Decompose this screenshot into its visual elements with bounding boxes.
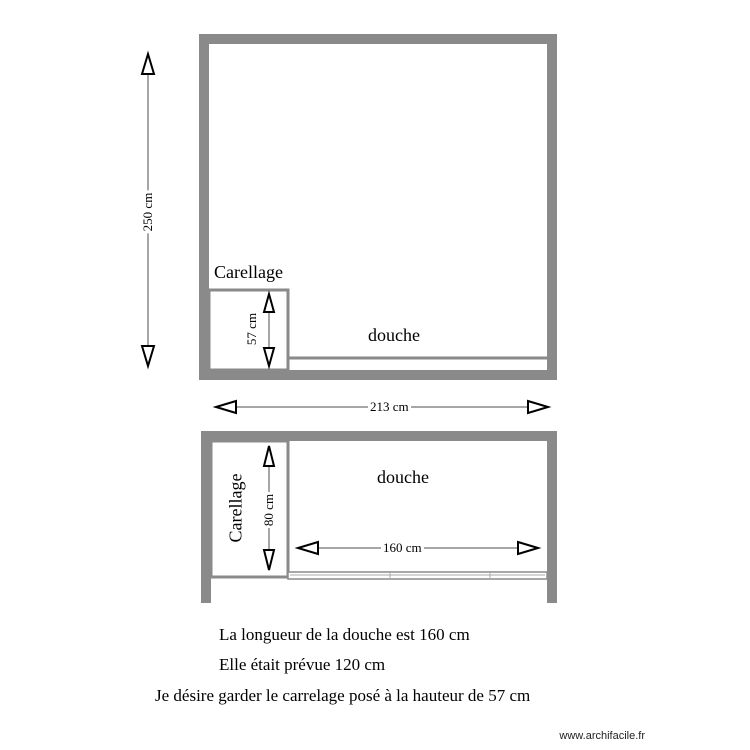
dim-213-arrow-right	[528, 401, 548, 413]
top-douche-label: douche	[368, 325, 420, 345]
dim-160-arrow-right	[518, 542, 538, 554]
dim-250-arrow-bottom	[142, 346, 154, 366]
dim-160-arrow-left	[298, 542, 318, 554]
note-line-2: Elle était prévue 120 cm	[219, 655, 386, 674]
bottom-wall-right	[547, 431, 557, 603]
top-plan	[142, 34, 557, 413]
watermark: www.archifacile.fr	[559, 730, 645, 742]
top-wall-right	[547, 34, 557, 380]
dim-250-label: 250 cm	[140, 192, 155, 232]
bottom-plan	[201, 431, 557, 603]
dim-213-label: 213 cm	[370, 399, 409, 414]
bottom-carellage-label: Carellage	[225, 473, 246, 543]
top-wall-top	[199, 34, 557, 44]
bottom-douche-label: douche	[377, 467, 429, 487]
dim-250-arrow-top	[142, 54, 154, 74]
dim-80-arrow-top	[264, 446, 274, 466]
note-line-3: Je désire garder le carrelage posé à la hauteur de 57 cm	[155, 686, 531, 705]
shower-door	[288, 572, 547, 579]
dim-213-arrow-left	[216, 401, 236, 413]
note-line-1: La longueur de la douche est 160 cm	[219, 625, 470, 644]
dim-80-arrow-bottom	[264, 550, 274, 570]
dim-80-label: 80 cm	[261, 493, 276, 527]
dim-57-label: 57 cm	[244, 312, 259, 346]
dim-57-arrow-bottom	[264, 348, 274, 366]
dim-57-arrow-top	[264, 294, 274, 312]
top-carellage-label: Carellage	[214, 262, 283, 282]
dim-160-label: 160 cm	[383, 540, 422, 555]
